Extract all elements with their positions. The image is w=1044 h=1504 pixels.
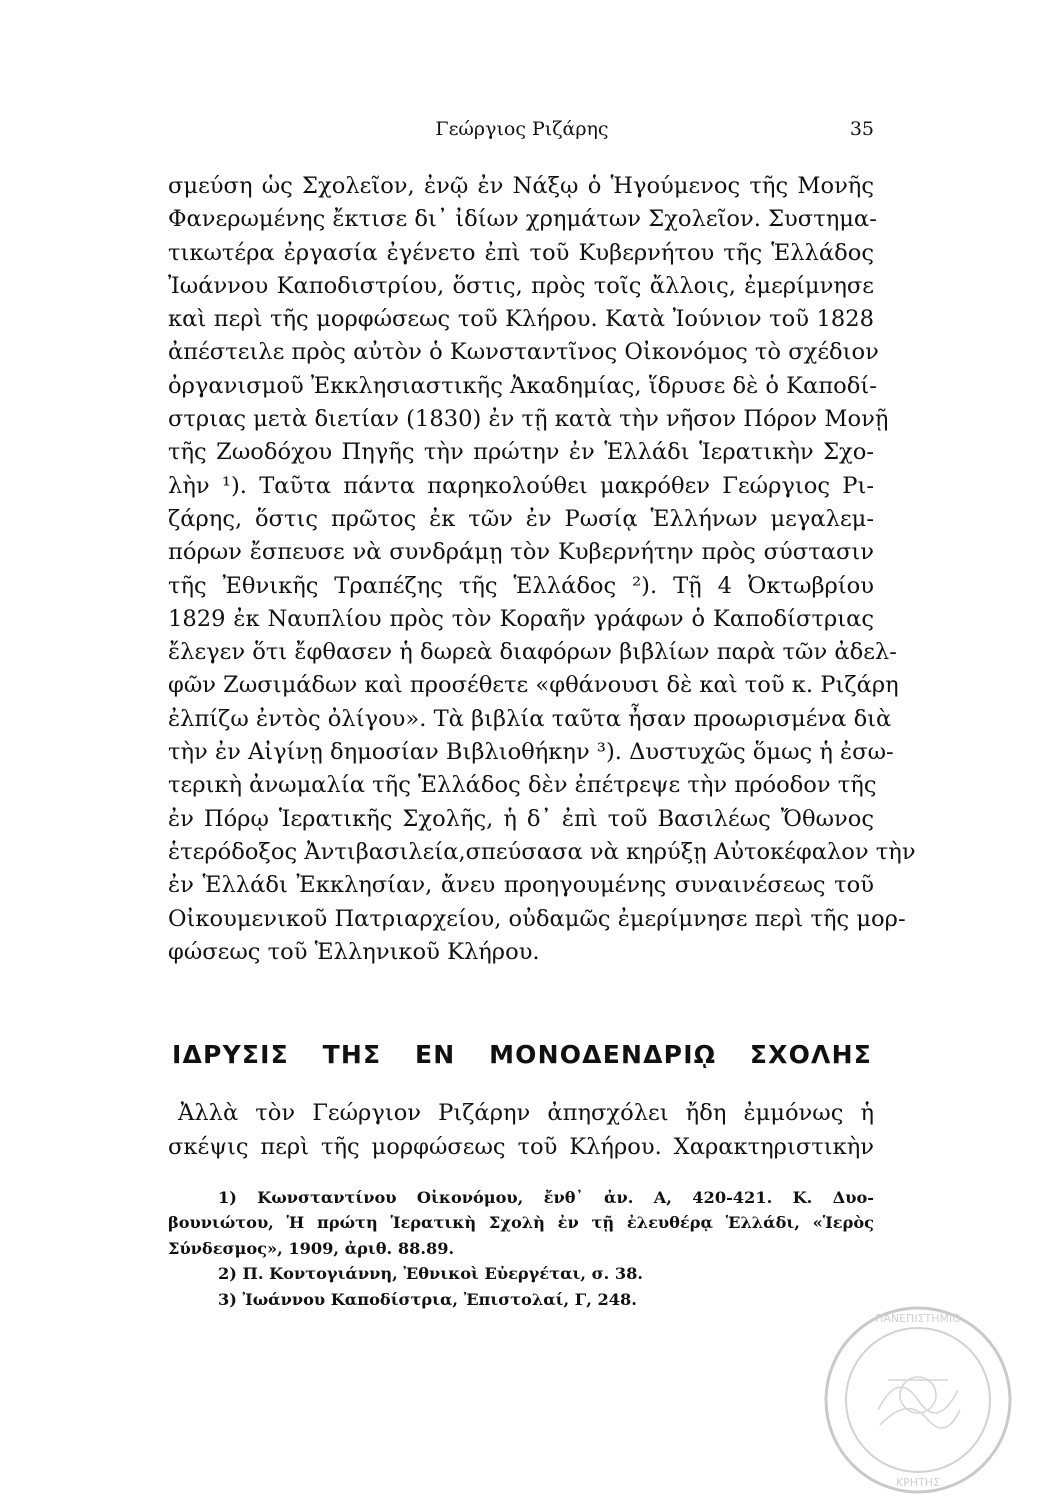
university-seal-icon — [818, 1300, 1018, 1500]
footnote-line: 1) Κωνσταντίνου Οἰκονόμου, ἔνθ᾿ ἀν. Α, 420-421. Κ. Δυο- — [218, 1188, 874, 1207]
footnote-line: Σύνδεσμος», 1909, ἀριθ. 88.89. — [168, 1238, 455, 1258]
text-line: ὀργανισμοῦ Ἐκκλησιαστικῆς Ἀκαδημίας, ἵδρυσε δὲ ὁ Καποδί- — [168, 372, 877, 399]
text-line: Οἰκουμενικοῦ Πατριαρχείου, οὐδαμῶς ἐμερίμνησε περὶ τῆς μορ- — [168, 905, 906, 932]
main-paragraph — [168, 170, 916, 969]
text-line: ἑτερόδοξος Ἀντιβασιλεία,σπεύσασα νὰ κηρύξῃ Αὐτοκέφαλον τὴν — [168, 838, 916, 865]
text-line: τὴν ἐν Αἰγίνῃ δημοσίαν Βιβλιοθήκην ³). Δυστυχῶς ὅμως ἡ ἐσω- — [168, 739, 894, 766]
footnote-line: βουνιώτου, Ἡ πρώτη Ἱερατικὴ Σχολὴ ἐν τῇ ἐλευθέρᾳ Ἑλλάδι, «Ἱερὸς — [168, 1213, 874, 1233]
running-head-title: Γεώργιος Ριζάρης — [435, 118, 609, 140]
svg-text:ΚΡΗΤΗΣ: ΚΡΗΤΗΣ — [895, 1476, 941, 1489]
text-line: Ἰωάννου Καποδιστρίου, ὅστις, πρὸς τοῖς ἄλλοις, ἐμερίμνησε — [168, 272, 874, 299]
svg-text:ΠΑΝΕΠΙΣΤΗΜΙΟ: ΠΑΝΕΠΙΣΤΗΜΙΟ — [875, 1312, 961, 1325]
footnote-line: 2) Π. Κοντογιάννη, Ἐθνικοὶ Εὐεργέται, σ. 38. — [218, 1264, 644, 1284]
text-line: 1829 ἐκ Ναυπλίου πρὸς τὸν Κοραῆν γράφων ὁ Καποδίστριας — [168, 605, 874, 632]
text-line: σκέψις περὶ τῆς μορφώσεως τοῦ Κλήρου. Χαρακτηριστικὴν — [168, 1134, 874, 1160]
page-number: 35 — [849, 118, 874, 140]
text-line: ζάρης, ὅστις πρῶτος ἐκ τῶν ἐν Ρωσίᾳ Ἑλλήνων μεγαλεμ- — [168, 505, 874, 532]
section-heading: ΙΔΡΥΣΙΣ ΤΗΣ ΕΝ ΜΟΝΟΔΕΝΔΡΙῼ ΣΧΟΛΗΣ — [172, 1040, 872, 1069]
text-line: τῆς Ζωοδόχου Πηγῆς τὴν πρώτην ἐν Ἑλλάδι Ἱερατικὴν Σχο- — [168, 439, 874, 466]
running-head — [170, 118, 874, 148]
text-line: καὶ περὶ τῆς μορφώσεως τοῦ Κλήρου. Κατὰ Ἰούνιον τοῦ 1828 — [168, 306, 874, 333]
footnote-line: 3) Ἰωάννου Καποδίστρια, Ἐπιστολαί, Γ, 248. — [218, 1289, 637, 1309]
second-paragraph — [168, 1096, 874, 1164]
text-line: τερικὴ ἀνωμαλία τῆς Ἑλλάδος δὲν ἐπέτρεψε τὴν πρόοδον τῆς — [168, 772, 877, 799]
text-line: ἐν Πόρῳ Ἱερατικῆς Σχολῆς, ἡ δ᾿ ἐπὶ τοῦ Βασιλέως Ὄθωνος — [168, 805, 874, 832]
text-line: φώσεως τοῦ Ἑλληνικοῦ Κλήρου. — [168, 938, 540, 965]
text-line: ἔλεγεν ὅτι ἔφθασεν ἡ δωρεὰ διαφόρων βιβλίων παρὰ τῶν ἀδελ- — [168, 639, 897, 666]
text-line: ἀπέστειλε πρὸς αὐτὸν ὁ Κωνσταντῖνος Οἰκονόμος τὸ σχέδιον — [168, 339, 879, 366]
text-line: τικωτέρα ἐργασία ἐγένετο ἐπὶ τοῦ Κυβερνήτου τῆς Ἑλλάδος — [168, 239, 874, 266]
text-line: φῶν Ζωσιμάδων καὶ προσέθετε «φθάνουσι δὲ καὶ τοῦ κ. Ριζάρη — [168, 672, 899, 699]
text-line: ἐλπίζω ἐντὸς ὀλίγου». Τὰ βιβλία ταῦτα ἦσαν προωρισμένα διὰ — [168, 705, 892, 732]
text-line: τῆς Ἐθνικῆς Τραπέζης τῆς Ἑλλάδος ²). Τῇ 4 Ὀκτωβρίου — [168, 572, 874, 599]
text-line: Ἀλλὰ τὸν Γεώργιον Ριζάρην ἀπησχόλει ἤδη ἐμμόνως ἡ — [178, 1100, 874, 1126]
footnotes — [168, 1185, 874, 1312]
text-line: στριας μετὰ διετίαν (1830) ἐν τῇ κατὰ τὴν νῆσον Πόρον Μονῇ — [168, 406, 889, 433]
text-line: πόρων ἔσπευσε νὰ συνδράμῃ τὸν Κυβερνήτην πρὸς σύστασιν — [168, 539, 874, 566]
text-line: ἐν Ἑλλάδι Ἐκκλησίαν, ἄνευ προηγουμένης συναινέσεως τοῦ — [168, 872, 874, 899]
text-line: Φανερωμένης ἔκτισε δι᾿ ἰδίων χρημάτων Σχολεῖον. Συστημα- — [168, 206, 877, 233]
text-line: σμεύση ὡς Σχολεῖον, ἐνῷ ἐν Νάξῳ ὁ Ἡγούμενος τῆς Μονῆς — [168, 173, 874, 199]
text-line: λὴν ¹). Ταῦτα πάντα παρηκολούθει μακρόθεν Γεώργιος Ρι- — [168, 472, 874, 499]
